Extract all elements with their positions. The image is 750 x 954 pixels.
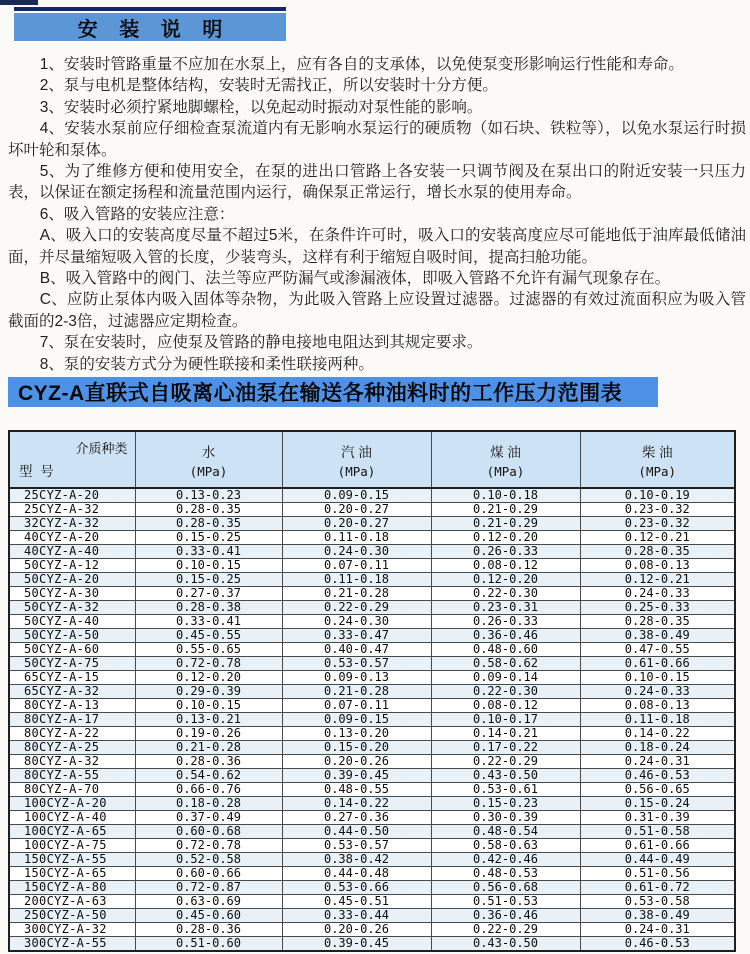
table-row (9, 699, 735, 713)
instruction-paragraph: B、吸入管路中的阀门、法兰等应严防漏气或渗漏液体，即吸入管路不允许有漏气现象存在。 (39, 270, 671, 288)
table-row (9, 783, 735, 797)
corner-label-model: 型 号 (19, 464, 56, 479)
gasoline-pressure-cell: 0.07-0.11 (282, 559, 431, 573)
kerosene-pressure-cell: 0.14-0.21 (431, 727, 580, 741)
kerosene-pressure-cell: 0.56-0.68 (431, 881, 580, 895)
table-row (9, 643, 735, 657)
water-pressure-cell: 0.28-0.36 (135, 923, 282, 937)
model-cell: 80CYZ-A-70 (9, 783, 135, 797)
model-cell: 200CYZ-A-63 (9, 895, 135, 909)
gasoline-pressure-cell: 0.39-0.45 (282, 769, 431, 783)
kerosene-pressure-cell: 0.30-0.39 (431, 811, 580, 825)
water-pressure-cell: 0.18-0.28 (135, 797, 282, 811)
water-pressure-cell: 0.37-0.49 (135, 811, 282, 825)
diesel-pressure-cell: 0.38-0.49 (580, 629, 735, 643)
instruction-paragraph: C、应防止泵体内吸入固体等杂物，为此吸入管路上应设置过滤器。过滤器的有效过流面积应为吸入管截面的2-3倍，过滤器应定期检查。 (8, 291, 746, 330)
table-row (9, 923, 735, 937)
gasoline-pressure-cell: 0.11-0.18 (282, 573, 431, 587)
table-row (9, 909, 735, 923)
model-cell: 50CYZ-A-30 (9, 587, 135, 601)
gasoline-pressure-cell: 0.39-0.45 (282, 937, 431, 952)
table-row (9, 601, 735, 615)
model-cell: 250CYZ-A-50 (9, 909, 135, 923)
kerosene-pressure-cell: 0.09-0.14 (431, 671, 580, 685)
kerosene-pressure-cell: 0.22-0.30 (431, 587, 580, 601)
diesel-pressure-cell: 0.53-0.58 (580, 895, 735, 909)
diesel-pressure-cell: 0.08-0.13 (580, 559, 735, 573)
diesel-pressure-cell: 0.12-0.21 (580, 531, 735, 545)
diesel-pressure-cell: 0.24-0.31 (580, 923, 735, 937)
gasoline-pressure-cell: 0.20-0.26 (282, 923, 431, 937)
table-row (9, 657, 735, 671)
kerosene-pressure-cell: 0.36-0.46 (431, 909, 580, 923)
kerosene-pressure-cell: 0.22-0.30 (431, 685, 580, 699)
instruction-paragraph: 4、安装水泵前应仔细检查泵流道内有无影响水泵运行的硬质物（如石块、铁粒等），以免水泵运行时损坏叶轮和泵体。 (8, 120, 746, 159)
diesel-pressure-cell: 0.11-0.18 (580, 713, 735, 727)
table-row (9, 615, 735, 629)
gasoline-pressure-cell: 0.09-0.13 (282, 671, 431, 685)
water-pressure-cell: 0.72-0.87 (135, 881, 282, 895)
model-cell: 50CYZ-A-75 (9, 657, 135, 671)
water-pressure-cell: 0.60-0.68 (135, 825, 282, 839)
column-name: 煤 油 (490, 444, 521, 460)
column-header-cell (580, 431, 735, 488)
diesel-pressure-cell: 0.25-0.33 (580, 601, 735, 615)
section-title-block (14, 7, 286, 41)
table-row (9, 839, 735, 853)
water-pressure-cell: 0.28-0.38 (135, 601, 282, 615)
table-row (9, 825, 735, 839)
kerosene-pressure-cell: 0.51-0.53 (431, 895, 580, 909)
table-row (9, 713, 735, 727)
gasoline-pressure-cell: 0.24-0.30 (282, 545, 431, 559)
water-pressure-cell: 0.33-0.41 (135, 545, 282, 559)
water-pressure-cell: 0.63-0.69 (135, 895, 282, 909)
gasoline-pressure-cell: 0.09-0.15 (282, 488, 431, 503)
gasoline-pressure-cell: 0.20-0.26 (282, 755, 431, 769)
gasoline-pressure-cell: 0.15-0.20 (282, 741, 431, 755)
gasoline-pressure-cell: 0.44-0.48 (282, 867, 431, 881)
water-pressure-cell: 0.72-0.78 (135, 839, 282, 853)
table-row (9, 755, 735, 769)
kerosene-pressure-cell: 0.10-0.17 (431, 713, 580, 727)
section-title-bar (14, 13, 286, 41)
model-cell: 50CYZ-A-12 (9, 559, 135, 573)
header-row (9, 431, 735, 488)
diesel-pressure-cell: 0.14-0.22 (580, 727, 735, 741)
model-cell: 80CYZ-A-17 (9, 713, 135, 727)
gasoline-pressure-cell: 0.21-0.28 (282, 587, 431, 601)
water-pressure-cell: 0.27-0.37 (135, 587, 282, 601)
diesel-pressure-cell: 0.51-0.56 (580, 867, 735, 881)
kerosene-pressure-cell: 0.58-0.63 (431, 839, 580, 853)
kerosene-pressure-cell: 0.48-0.54 (431, 825, 580, 839)
model-cell: 80CYZ-A-25 (9, 741, 135, 755)
water-pressure-cell: 0.28-0.36 (135, 755, 282, 769)
kerosene-pressure-cell: 0.26-0.33 (431, 545, 580, 559)
kerosene-pressure-cell: 0.12-0.20 (431, 531, 580, 545)
kerosene-pressure-cell: 0.10-0.18 (431, 488, 580, 503)
kerosene-pressure-cell: 0.43-0.50 (431, 937, 580, 952)
table-row (9, 629, 735, 643)
gasoline-pressure-cell: 0.53-0.66 (282, 881, 431, 895)
diesel-pressure-cell: 0.61-0.66 (580, 839, 735, 853)
table-row (9, 895, 735, 909)
table-row (9, 573, 735, 587)
diesel-pressure-cell: 0.56-0.65 (580, 783, 735, 797)
gasoline-pressure-cell: 0.27-0.36 (282, 811, 431, 825)
instruction-paragraph: 7、泵在安装时，应使泵及管路的静电接地电阻达到其规定要求。 (39, 334, 483, 352)
table-title: CYZ-A直联式自吸离心油泵在输送各种油料时的工作压力范围表 (18, 382, 623, 405)
model-cell: 100CYZ-A-40 (9, 811, 135, 825)
gasoline-pressure-cell: 0.07-0.11 (282, 699, 431, 713)
diesel-pressure-cell: 0.24-0.31 (580, 755, 735, 769)
model-cell: 150CYZ-A-80 (9, 881, 135, 895)
model-cell: 40CYZ-A-20 (9, 531, 135, 545)
table-row (9, 671, 735, 685)
gasoline-pressure-cell: 0.45-0.51 (282, 895, 431, 909)
corner-label-medium-type: 介质种类 (75, 441, 128, 456)
gasoline-pressure-cell: 0.11-0.18 (282, 531, 431, 545)
gasoline-pressure-cell: 0.33-0.47 (282, 629, 431, 643)
installation-instructions (8, 54, 746, 375)
instruction-paragraph: 2、泵与电机是整体结构，安装时无需找正，所以安装时十分方便。 (39, 77, 498, 95)
model-cell: 300CYZ-A-55 (9, 937, 135, 952)
instruction-paragraph: 5、为了维修方便和使用安全，在泵的进出口管路上各安装一只调节阀及在泵出口的附近安装一只压力表，以保证在额定扬程和流量范围内运行，确保泵正常运行，增长水泵的使用寿命。 (8, 163, 746, 202)
kerosene-pressure-cell: 0.22-0.29 (431, 755, 580, 769)
gasoline-pressure-cell: 0.44-0.50 (282, 825, 431, 839)
instruction-paragraph: 3、安装时必须拧紧地脚螺栓，以免起动时振动对泵性能的影响。 (39, 98, 483, 116)
model-cell: 50CYZ-A-50 (9, 629, 135, 643)
kerosene-pressure-cell: 0.43-0.50 (431, 769, 580, 783)
instruction-paragraph: 1、安装时管路重量不应加在水泵上，应有各自的支承体，以免使泵变形影响运行性能和寿命。 (39, 56, 684, 73)
table-row (9, 531, 735, 545)
instruction-paragraph: A、吸入口的安装高度尽量不超过5米，在条件许可时，吸入口的安装高度应尽可能地低于油库最低储油面，并尽量缩短吸入管的长度，少装弯头，这样有利于缩短自吸时间，提高扫舱功能。 (8, 227, 746, 266)
table-row (9, 769, 735, 783)
table-row (9, 559, 735, 573)
kerosene-pressure-cell: 0.15-0.23 (431, 797, 580, 811)
kerosene-pressure-cell: 0.22-0.29 (431, 923, 580, 937)
table-header (9, 431, 735, 488)
gasoline-pressure-cell: 0.14-0.22 (282, 797, 431, 811)
table-row (9, 797, 735, 811)
column-header-cell (431, 431, 580, 488)
model-cell: 50CYZ-A-60 (9, 643, 135, 657)
kerosene-pressure-cell: 0.26-0.33 (431, 615, 580, 629)
water-pressure-cell: 0.66-0.76 (135, 783, 282, 797)
kerosene-pressure-cell: 0.21-0.29 (431, 517, 580, 531)
model-cell: 40CYZ-A-40 (9, 545, 135, 559)
table-row (9, 587, 735, 601)
water-pressure-cell: 0.72-0.78 (135, 657, 282, 671)
column-unit: (MPa) (337, 463, 376, 479)
water-pressure-cell: 0.21-0.28 (135, 741, 282, 755)
title-top-edge (14, 7, 286, 11)
table-row (9, 517, 735, 531)
scan-artifact (0, 0, 38, 5)
diesel-pressure-cell: 0.23-0.32 (580, 503, 735, 517)
column-header-cell (282, 431, 431, 488)
diesel-pressure-cell: 0.10-0.15 (580, 671, 735, 685)
model-cell: 80CYZ-A-32 (9, 755, 135, 769)
diesel-pressure-cell: 0.12-0.21 (580, 573, 735, 587)
diesel-pressure-cell: 0.61-0.66 (580, 657, 735, 671)
table-row (9, 503, 735, 517)
kerosene-pressure-cell: 0.48-0.60 (431, 643, 580, 657)
table-row (9, 811, 735, 825)
table-body (9, 488, 735, 951)
column-name: 水 (201, 444, 216, 460)
water-pressure-cell: 0.60-0.66 (135, 867, 282, 881)
table-row (9, 727, 735, 741)
water-pressure-cell: 0.13-0.21 (135, 713, 282, 727)
model-cell: 50CYZ-A-40 (9, 615, 135, 629)
gasoline-pressure-cell: 0.38-0.42 (282, 853, 431, 867)
water-pressure-cell: 0.45-0.60 (135, 909, 282, 923)
column-name: 汽 油 (341, 444, 372, 460)
model-cell: 25CYZ-A-32 (9, 503, 135, 517)
gasoline-pressure-cell: 0.53-0.57 (282, 657, 431, 671)
corner-header-cell (9, 431, 135, 488)
model-cell: 80CYZ-A-22 (9, 727, 135, 741)
table-row (9, 881, 735, 895)
model-cell: 32CYZ-A-32 (9, 517, 135, 531)
model-cell: 65CYZ-A-32 (9, 685, 135, 699)
table-row (9, 545, 735, 559)
diesel-pressure-cell: 0.47-0.55 (580, 643, 735, 657)
gasoline-pressure-cell: 0.20-0.27 (282, 503, 431, 517)
diesel-pressure-cell: 0.38-0.49 (580, 909, 735, 923)
kerosene-pressure-cell: 0.53-0.61 (431, 783, 580, 797)
diesel-pressure-cell: 0.51-0.58 (580, 825, 735, 839)
diesel-pressure-cell: 0.46-0.53 (580, 937, 735, 952)
model-cell: 300CYZ-A-32 (9, 923, 135, 937)
table-row (9, 685, 735, 699)
gasoline-pressure-cell: 0.40-0.47 (282, 643, 431, 657)
gasoline-pressure-cell: 0.53-0.57 (282, 839, 431, 853)
column-unit: (MPa) (638, 463, 677, 479)
table-title-banner (8, 377, 658, 407)
water-pressure-cell: 0.51-0.60 (135, 937, 282, 952)
water-pressure-cell: 0.54-0.62 (135, 769, 282, 783)
gasoline-pressure-cell: 0.09-0.15 (282, 713, 431, 727)
gasoline-pressure-cell: 0.21-0.28 (282, 685, 431, 699)
model-cell: 150CYZ-A-55 (9, 853, 135, 867)
diesel-pressure-cell: 0.28-0.35 (580, 545, 735, 559)
table-row (9, 741, 735, 755)
water-pressure-cell: 0.55-0.65 (135, 643, 282, 657)
diesel-pressure-cell: 0.18-0.24 (580, 741, 735, 755)
table-row (9, 488, 735, 503)
pressure-range-table (8, 430, 736, 952)
kerosene-pressure-cell: 0.42-0.46 (431, 853, 580, 867)
gasoline-pressure-cell: 0.33-0.44 (282, 909, 431, 923)
instruction-paragraph: 6、吸入管路的安装应注意： (39, 205, 235, 223)
water-pressure-cell: 0.10-0.15 (135, 699, 282, 713)
diesel-pressure-cell: 0.08-0.13 (580, 699, 735, 713)
diesel-pressure-cell: 0.44-0.49 (580, 853, 735, 867)
water-pressure-cell: 0.52-0.58 (135, 853, 282, 867)
column-header-cell (135, 431, 282, 488)
column-unit: (MPa) (486, 463, 525, 479)
gasoline-pressure-cell: 0.13-0.20 (282, 727, 431, 741)
water-pressure-cell: 0.15-0.25 (135, 531, 282, 545)
diesel-pressure-cell: 0.46-0.53 (580, 769, 735, 783)
diesel-pressure-cell: 0.24-0.33 (580, 685, 735, 699)
table-row (9, 937, 735, 952)
diesel-pressure-cell: 0.31-0.39 (580, 811, 735, 825)
model-cell: 100CYZ-A-65 (9, 825, 135, 839)
water-pressure-cell: 0.45-0.55 (135, 629, 282, 643)
water-pressure-cell: 0.29-0.39 (135, 685, 282, 699)
kerosene-pressure-cell: 0.58-0.62 (431, 657, 580, 671)
water-pressure-cell: 0.19-0.26 (135, 727, 282, 741)
diesel-pressure-cell: 0.10-0.19 (580, 488, 735, 503)
model-cell: 80CYZ-A-13 (9, 699, 135, 713)
water-pressure-cell: 0.13-0.23 (135, 488, 282, 503)
water-pressure-cell: 0.28-0.35 (135, 517, 282, 531)
model-cell: 50CYZ-A-20 (9, 573, 135, 587)
model-cell: 25CYZ-A-20 (9, 488, 135, 503)
section-title: 安 装 说 明 (77, 18, 231, 41)
diesel-pressure-cell: 0.23-0.32 (580, 517, 735, 531)
water-pressure-cell: 0.10-0.15 (135, 559, 282, 573)
diesel-pressure-cell: 0.28-0.35 (580, 615, 735, 629)
table-row (9, 867, 735, 881)
diesel-pressure-cell: 0.15-0.24 (580, 797, 735, 811)
kerosene-pressure-cell: 0.12-0.20 (431, 573, 580, 587)
model-cell: 65CYZ-A-15 (9, 671, 135, 685)
model-cell: 100CYZ-A-75 (9, 839, 135, 853)
model-cell: 80CYZ-A-55 (9, 769, 135, 783)
gasoline-pressure-cell: 0.48-0.55 (282, 783, 431, 797)
diesel-pressure-cell: 0.61-0.72 (580, 881, 735, 895)
kerosene-pressure-cell: 0.17-0.22 (431, 741, 580, 755)
kerosene-pressure-cell: 0.36-0.46 (431, 629, 580, 643)
kerosene-pressure-cell: 0.21-0.29 (431, 503, 580, 517)
model-cell: 100CYZ-A-20 (9, 797, 135, 811)
column-name: 柴 油 (641, 444, 673, 460)
water-pressure-cell: 0.33-0.41 (135, 615, 282, 629)
gasoline-pressure-cell: 0.24-0.30 (282, 615, 431, 629)
kerosene-pressure-cell: 0.23-0.31 (431, 601, 580, 615)
model-cell: 50CYZ-A-32 (9, 601, 135, 615)
kerosene-pressure-cell: 0.08-0.12 (431, 699, 580, 713)
gasoline-pressure-cell: 0.20-0.27 (282, 517, 431, 531)
water-pressure-cell: 0.15-0.25 (135, 573, 282, 587)
water-pressure-cell: 0.28-0.35 (135, 503, 282, 517)
model-cell: 150CYZ-A-65 (9, 867, 135, 881)
diesel-pressure-cell: 0.24-0.33 (580, 587, 735, 601)
gasoline-pressure-cell: 0.22-0.29 (282, 601, 431, 615)
instruction-paragraph: 8、泵的安装方式分为硬性联接和柔性联接两种。 (39, 355, 374, 373)
table-row (9, 853, 735, 867)
kerosene-pressure-cell: 0.48-0.53 (431, 867, 580, 881)
kerosene-pressure-cell: 0.08-0.12 (431, 559, 580, 573)
water-pressure-cell: 0.12-0.20 (135, 671, 282, 685)
column-unit: (MPa) (189, 463, 228, 479)
